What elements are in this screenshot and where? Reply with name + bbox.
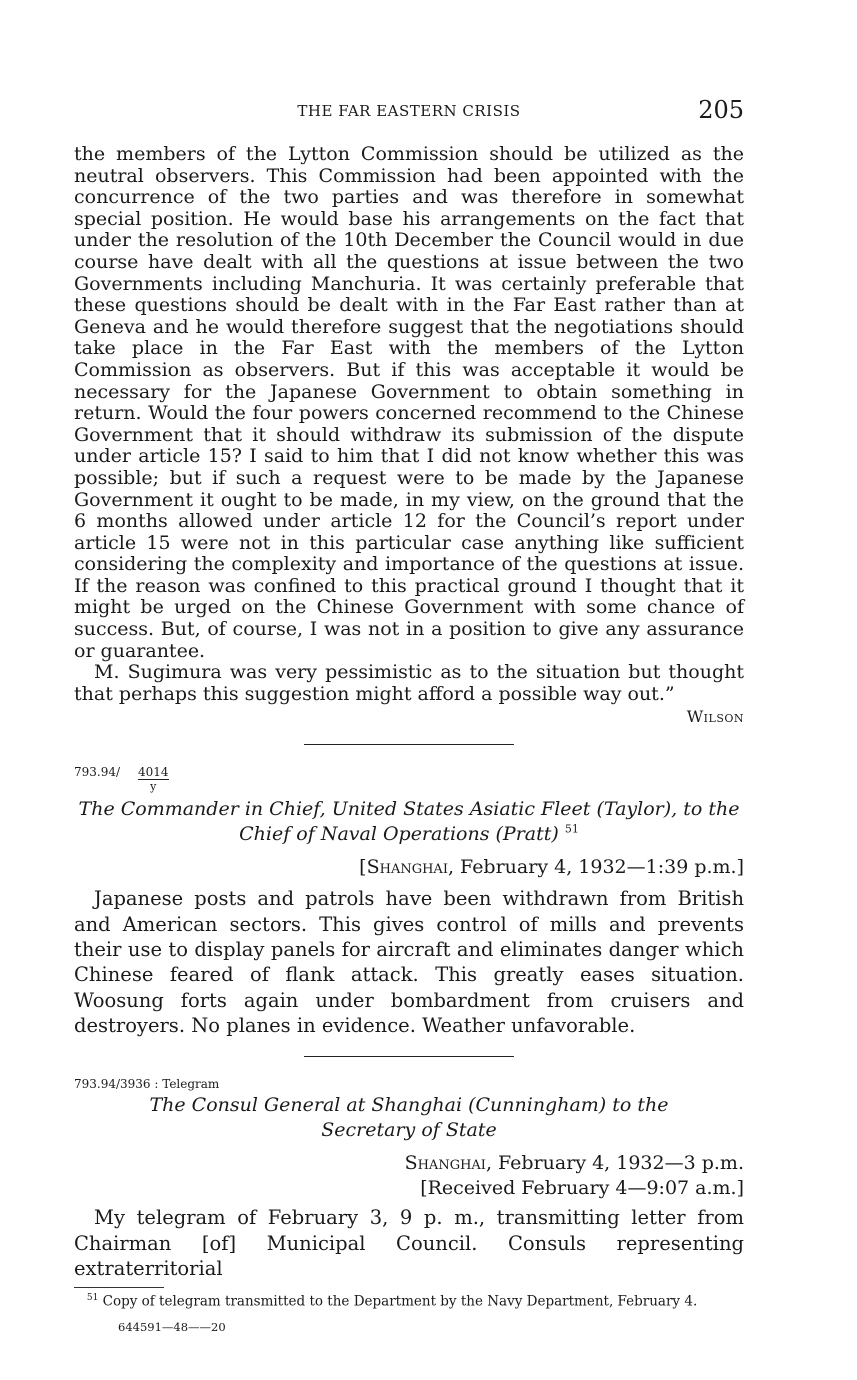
title-line-2: [74, 822, 744, 847]
dateline-open: [: [359, 856, 367, 879]
document-title-cunningham: [74, 1093, 744, 1143]
section-divider-2: [304, 1056, 514, 1057]
page-number: 205: [698, 96, 744, 124]
document-page: [74, 96, 744, 1334]
dateline-rest: , February 4, 1932—1:39 p.m.]: [447, 856, 744, 879]
title2-line-2: Secretary of State: [321, 1119, 497, 1142]
file-prefix: 793.94/: [74, 765, 121, 780]
dateline-taylor: [74, 855, 744, 880]
file-number-4014: [74, 765, 744, 793]
document-title-taylor: [74, 797, 744, 847]
dateline2-rest: , February 4, 1932—3 p.m.: [485, 1152, 744, 1175]
file-fraction-top: 4014: [138, 765, 169, 780]
title-line-2-text: Chief of Naval Operations (Pratt): [239, 823, 559, 846]
page-header: [74, 96, 744, 130]
received-line: [Received February 4—9:07 a.m.]: [420, 1177, 744, 1200]
file-fraction-bottom: y: [150, 780, 157, 794]
title-line-1: The Commander in Chief, United States Asiatic Fleet (Taylor), to the: [78, 798, 740, 821]
cunningham-message-body: My telegram of February 3, 9 p. m., transmitting letter from Chairman [of] Municipal Council. Consuls representing extraterritorial: [74, 1206, 744, 1280]
footnote-number: 51: [86, 1293, 99, 1304]
dateline2-place: Shanghai: [404, 1152, 486, 1175]
section-divider: [304, 744, 514, 745]
signature-wilson: Wilson: [686, 707, 744, 727]
sugimura-paragraph: M. Sugimura was very pessimistic as to the situation but thought that perhaps this suggestion might afford a possible way out.”: [74, 661, 744, 705]
footnote-divider: [74, 1287, 164, 1288]
printer-imprint: 644591—48——20: [118, 1319, 226, 1334]
dateline2-line: [74, 1151, 744, 1176]
dateline-place: Shanghai: [366, 856, 448, 879]
file-fraction: [138, 765, 169, 793]
continued-paragraph: the members of the Lytton Commission should be utilized as the neutral observers. This Commission had been appointed with the concurrence of the two parties and was therefore in somewhat special position. He would base his arrangements on the fact that under the resolution of the 10th December the Council would in due course have dealt with all the questions at issue between the two Governments including Manchuria. It was certainly preferable that these questions should be dealt with in the Far East rather than at Geneva and he would therefore suggest that the negotiations should take place in the Far East with the members of the Lytton Commission as observers. But if this was acceptable it would be necessary for the Japanese Government to obtain something in return. Would the four powers concerned recommend to the Chinese Government that it should withdraw its submission of the dispute under article 15? I said to him that I did not know whether this was possible; but if such a request were to be made by the Japanese Government it ought to be made, in my view, on the ground that the 6 months allowed under article 12 for the Council’s report under article 15 were not in this particular case anything like sufficient considering the complexity and importance of the questions at issue. If the reason was confined to this practical ground I thought that it might be urged on the Chinese Government with some chance of success. But, of course, I was not in a position to give any assurance or guarantee.: [74, 143, 744, 662]
running-head: THE FAR EASTERN CRISIS: [297, 102, 521, 120]
footnote-ref: 51: [564, 823, 579, 837]
taylor-message-body: Japanese posts and patrols have been withdrawn from British and American sectors. This gives control of mills and prevents their use to display panels for aircraft and eliminates danger which Chinese feared of flank attack. This greatly eases situation. Woosung forts again under bombardment from cruisers and destroyers. No planes in evidence. Weather unfavorable.: [74, 887, 744, 1037]
title2-line-1: The Consul General at Shanghai (Cunningham) to the: [149, 1094, 669, 1117]
file-number-3936: 793.94/3936 : Telegram: [74, 1077, 220, 1092]
footnote-text: Copy of telegram transmitted to the Department by the Navy Department, February 4.: [102, 1293, 698, 1310]
dateline-cunningham: [74, 1151, 744, 1201]
footnote-51: [74, 1290, 744, 1310]
